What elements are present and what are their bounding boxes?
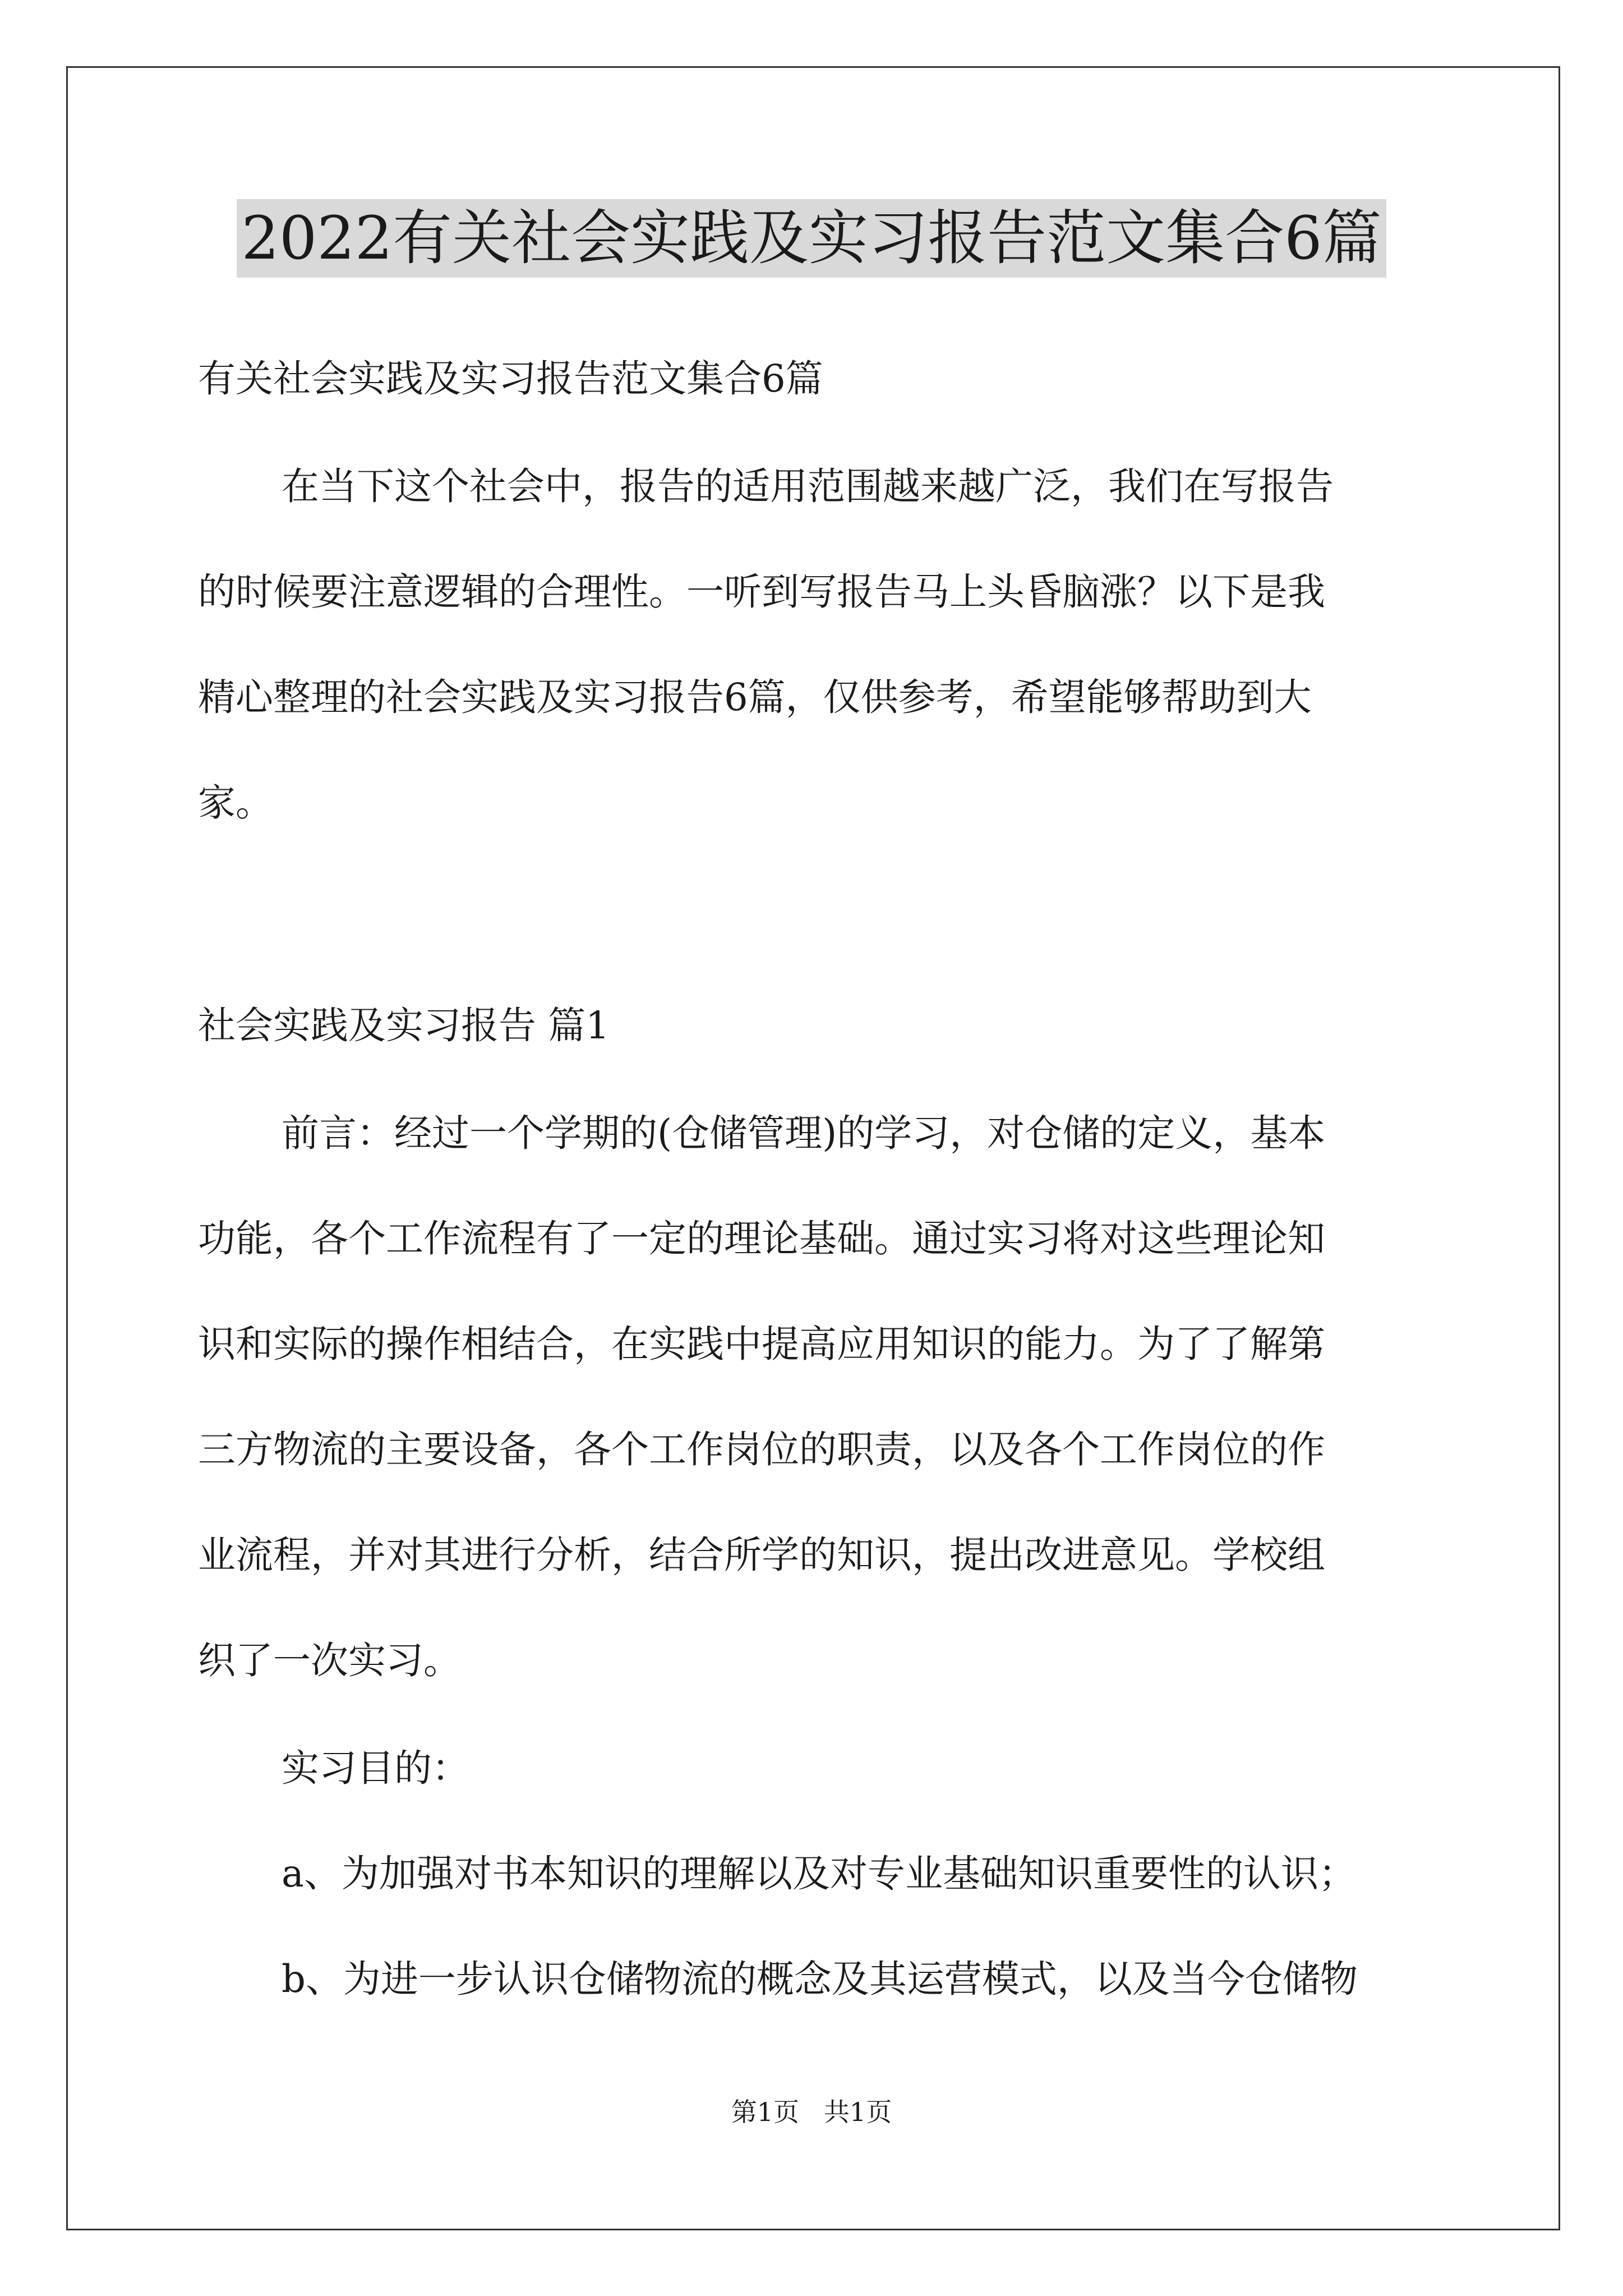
intro-line-4: 家。	[198, 781, 273, 825]
preface-line-6: 织了一次实习。	[198, 1639, 461, 1682]
document-title: 2022有关社会实践及实习报告范文集合6篇	[237, 199, 1386, 278]
preface-line-1: 前言：经过一个学期的(仓储管理)的学习，对仓储的定义，基本	[282, 1111, 1326, 1155]
page-footer: 第1页 共1页	[731, 2097, 892, 2127]
purpose-item-a: a、为加强对书本知识的理解以及对专业基础知识重要性的认识；	[282, 1852, 1356, 1895]
purpose-heading: 实习目的：	[282, 1746, 469, 1790]
intro-line-3: 精心整理的社会实践及实习报告6篇，仅供参考，希望能够帮助到大	[198, 675, 1312, 719]
preface-line-3: 识和实际的操作相结合，在实践中提高应用知识的能力。为了了解第	[198, 1322, 1325, 1366]
title-container	[0, 199, 1623, 278]
preface-line-4: 三方物流的主要设备，各个工作岗位的职责，以及各个工作岗位的作	[198, 1428, 1325, 1471]
preface-line-2: 功能，各个工作流程有了一定的理论基础。通过实习将对这些理论知	[198, 1217, 1325, 1260]
preface-line-5: 业流程，并对其进行分析，结合所学的知识，提出改进意见。学校组	[198, 1533, 1325, 1577]
purpose-item-b: b、为进一步认识仓储物流的概念及其运营模式，以及当今仓储物	[282, 1957, 1358, 2001]
intro-line-2: 的时候要注意逻辑的合理性。一听到写报告马上头昏脑涨？以下是我	[198, 570, 1325, 614]
section-heading: 社会实践及实习报告 篇1	[198, 1004, 610, 1047]
intro-line-1: 在当下这个社会中，报告的适用范围越来越广泛，我们在写报告	[282, 464, 1334, 508]
subtitle: 有关社会实践及实习报告范文集合6篇	[198, 357, 823, 401]
